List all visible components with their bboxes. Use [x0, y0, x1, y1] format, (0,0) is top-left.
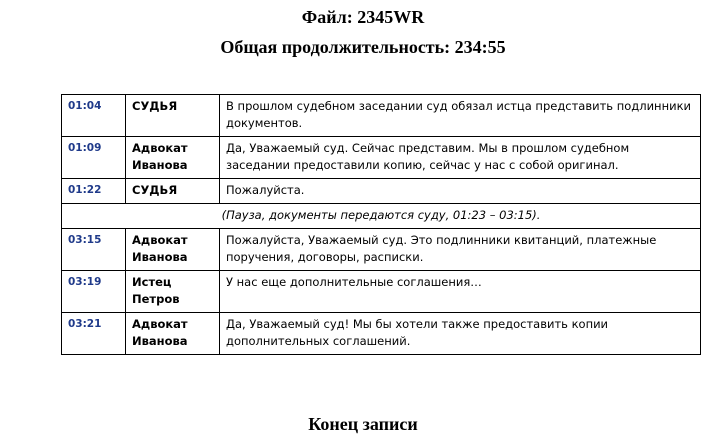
speaker: СУДЬЯ [126, 95, 220, 137]
transcript-table [61, 94, 701, 355]
file-title: Файл: 2345WR [301, 7, 425, 27]
transcript-row [62, 313, 701, 355]
utterance: Да, Уважаемый суд! Мы бы хотели также предоставить копии дополнительных соглашений. [220, 313, 701, 355]
utterance: Да, Уважаемый суд. Сейчас представим. Мы в прошлом судебном заседании предоставили копию, сейчас у нас с собой оригинал. [220, 137, 701, 179]
timestamp: 03:15 [62, 229, 126, 271]
timestamp: 01:04 [62, 95, 126, 137]
transcript-row [62, 229, 701, 271]
transcript-row [62, 179, 701, 204]
pause-row [62, 204, 701, 229]
transcript-row [62, 95, 701, 137]
total-duration: Общая продолжительность: 234:55 [220, 37, 506, 57]
utterance: У нас еще дополнительные соглашения… [220, 271, 701, 313]
transcript-row [62, 137, 701, 179]
timestamp: 03:21 [62, 313, 126, 355]
speaker: Адвокат Иванова [126, 229, 220, 271]
timestamp: 03:19 [62, 271, 126, 313]
end-of-record: Конец записи [308, 414, 418, 434]
timestamp: 01:22 [62, 179, 126, 204]
utterance: Пожалуйста, Уважаемый суд. Это подлинники квитанций, платежные поручения, договоры, расписки. [220, 229, 701, 271]
speaker: Адвокат Иванова [126, 137, 220, 179]
timestamp: 01:09 [62, 137, 126, 179]
utterance: В прошлом судебном заседании суд обязал истца представить подлинники документов. [220, 95, 701, 137]
utterance: Пожалуйста. [220, 179, 701, 204]
transcript-row [62, 271, 701, 313]
speaker: Истец Петров [126, 271, 220, 313]
pause-note: (Пауза, документы передаются суду, 01:23 – 03:15). [62, 204, 701, 229]
speaker: Адвокат Иванова [126, 313, 220, 355]
speaker: СУДЬЯ [126, 179, 220, 204]
